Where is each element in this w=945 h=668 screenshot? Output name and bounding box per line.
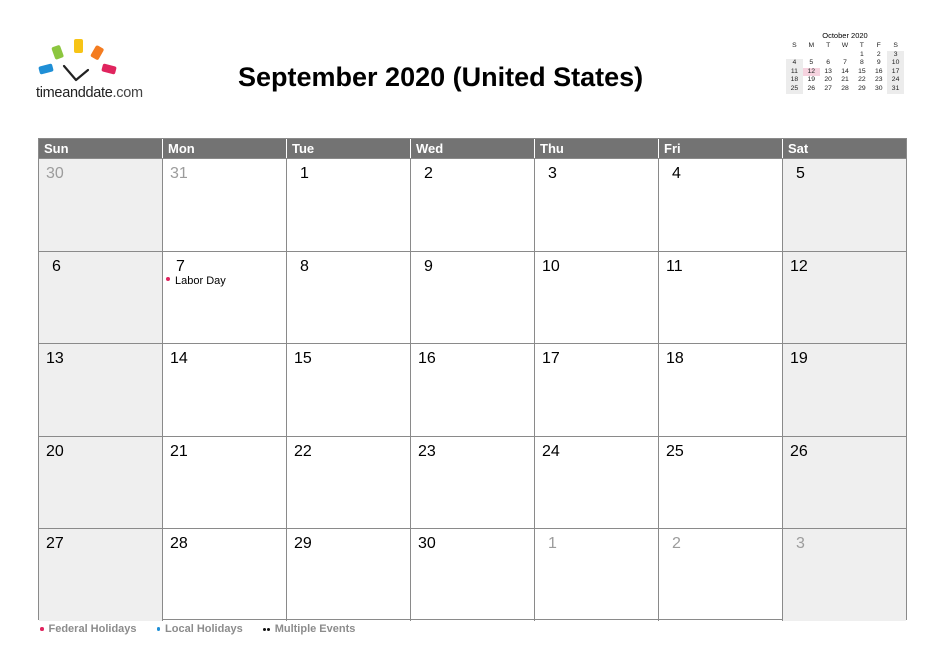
calendar-day-cell[interactable] (287, 159, 411, 251)
mini-day-cell[interactable]: 27 (824, 84, 832, 92)
day-number: 2 (672, 535, 681, 553)
calendar-week-row (39, 343, 906, 436)
day-number: 20 (46, 442, 64, 460)
mini-day-cell[interactable]: 25 (786, 85, 803, 94)
day-number: 17 (542, 350, 560, 368)
calendar-day-cell[interactable] (39, 437, 163, 529)
day-number: 23 (418, 442, 436, 460)
mini-calendar-title: October 2020 (822, 31, 868, 40)
day-number: 28 (170, 535, 188, 553)
calendar-day-cell[interactable] (535, 159, 659, 251)
day-number: 4 (672, 165, 681, 182)
calendar-day-cell[interactable] (659, 529, 783, 621)
calendar-day-cell[interactable] (411, 437, 535, 529)
mini-day-cell[interactable]: 20 (824, 76, 832, 84)
weekday-header-thu: Thu (535, 139, 659, 158)
day-number: 13 (46, 350, 64, 368)
mini-day-cell[interactable]: 14 (841, 67, 849, 75)
calendar-day-cell[interactable] (659, 437, 783, 529)
calendar-day-cell[interactable] (163, 159, 287, 251)
mini-day-cell[interactable]: 26 (807, 84, 816, 92)
mini-calendar-october (786, 30, 904, 94)
calendar-day-cell[interactable] (39, 159, 163, 251)
mini-day-cell (803, 51, 820, 60)
calendar-day-cell[interactable] (783, 252, 906, 344)
day-number: 1 (548, 535, 557, 553)
federal-holiday-dot-icon (166, 277, 170, 281)
mini-day-cell[interactable]: 22 (858, 76, 866, 84)
calendar-day-cell[interactable] (411, 252, 535, 344)
weekday-header-sat: Sat (788, 141, 809, 156)
mini-day-cell[interactable]: 10 (887, 59, 904, 68)
calendar-day-cell[interactable] (783, 437, 906, 529)
holiday-label: Labor Day (175, 274, 226, 287)
mini-weekday-label: S (792, 42, 797, 49)
calendar-week-row (39, 251, 906, 344)
calendar-day-cell[interactable] (783, 344, 906, 436)
mini-weekday-label: T (826, 42, 831, 49)
day-number: 6 (52, 257, 61, 275)
mini-day-cell[interactable]: 31 (887, 85, 904, 94)
legend-federal-holidays: Federal Holidays (40, 623, 137, 635)
mini-day-cell[interactable]: 24 (887, 76, 904, 85)
weekday-header-row (39, 139, 906, 158)
mini-day-cell[interactable]: 4 (786, 59, 803, 68)
mini-day-cell (837, 51, 854, 60)
day-number: 27 (46, 535, 64, 553)
day-number: 3 (548, 165, 557, 182)
calendar-day-cell[interactable] (287, 437, 411, 529)
calendar-day-cell[interactable] (163, 437, 287, 529)
calendar-day-cell[interactable] (163, 344, 287, 436)
calendar-day-cell[interactable] (535, 529, 659, 621)
mini-day-cell[interactable]: 12 (803, 68, 820, 77)
day-number: 21 (170, 442, 188, 460)
day-number: 5 (796, 165, 805, 182)
mini-calendar-week-row (786, 59, 904, 68)
mini-weekday-label: W (841, 42, 849, 49)
mini-day-cell[interactable]: 3 (887, 51, 904, 60)
day-number: 30 (418, 535, 436, 553)
mini-calendar-week-row (786, 51, 904, 60)
mini-day-cell[interactable]: 29 (858, 84, 866, 92)
mini-day-cell[interactable]: 17 (887, 68, 904, 77)
weekday-header-tue: Tue (287, 139, 411, 158)
calendar-day-cell[interactable] (411, 344, 535, 436)
calendar-day-cell[interactable] (535, 252, 659, 344)
day-number: 18 (666, 350, 684, 368)
calendar-day-cell[interactable] (783, 159, 906, 251)
mini-day-cell (786, 51, 803, 60)
mini-day-cell[interactable]: 16 (874, 67, 883, 75)
month-calendar-grid (38, 138, 907, 620)
weekday-header-mon: Mon (163, 139, 287, 158)
day-number: 9 (424, 257, 433, 275)
calendar-day-cell[interactable] (163, 529, 287, 621)
day-number: 11 (666, 257, 683, 275)
mini-day-cell[interactable]: 7 (843, 59, 847, 67)
calendar-day-cell[interactable] (287, 344, 411, 436)
mini-day-cell[interactable]: 18 (786, 76, 803, 85)
day-number: 8 (300, 257, 309, 275)
day-number: 12 (790, 257, 808, 275)
calendar-day-cell[interactable] (163, 252, 287, 344)
day-number: 24 (542, 442, 560, 460)
page-title: September 2020 (United States) (238, 62, 644, 92)
mini-day-cell (820, 51, 837, 60)
day-number: 25 (666, 442, 684, 460)
calendar-day-cell[interactable] (783, 529, 906, 621)
calendar-day-cell[interactable] (659, 344, 783, 436)
legend-multiple-events: Multiple Events (263, 623, 356, 635)
calendar-day-cell[interactable] (287, 252, 411, 344)
day-number: 16 (418, 350, 436, 368)
calendar-day-cell[interactable] (287, 529, 411, 621)
federal-holiday-dot-icon (40, 627, 44, 631)
mini-day-cell[interactable]: 21 (841, 76, 849, 84)
mini-day-cell[interactable]: 11 (786, 68, 803, 77)
holiday-event[interactable] (166, 275, 226, 287)
calendar-day-cell[interactable] (535, 437, 659, 529)
day-number: 1 (300, 165, 309, 182)
day-number: 31 (170, 165, 188, 182)
mini-day-cell[interactable]: 2 (876, 50, 881, 58)
logo-text: timeanddate.com (36, 85, 143, 101)
calendar-day-cell[interactable] (411, 159, 535, 251)
mini-day-cell[interactable]: 19 (807, 76, 816, 84)
mini-calendar-weekday-row (786, 42, 904, 51)
legend-local-holidays: Local Holidays (157, 623, 243, 635)
mini-day-cell[interactable]: 6 (826, 59, 831, 67)
weekday-header-wed: Wed (411, 139, 535, 158)
local-holiday-dot-icon (157, 627, 161, 631)
calendar-week-row (39, 158, 906, 251)
mini-day-cell[interactable]: 13 (824, 67, 832, 75)
day-number: 10 (542, 257, 560, 275)
mini-day-cell[interactable]: 1 (859, 50, 864, 58)
legend (40, 623, 355, 635)
day-number: 30 (46, 165, 64, 182)
day-number: 15 (294, 350, 312, 368)
calendar-week-row (39, 528, 906, 621)
day-number: 19 (790, 350, 808, 368)
timeanddate-logo[interactable] (36, 38, 166, 104)
calendar-day-cell[interactable] (39, 344, 163, 436)
mini-weekday-label: F (876, 42, 881, 49)
day-number: 3 (796, 535, 805, 553)
clock-logo-icon (36, 38, 126, 86)
mini-day-cell[interactable]: 8 (859, 59, 864, 67)
day-number: 26 (790, 442, 808, 460)
weekday-header-fri: Fri (659, 139, 783, 158)
calendar-day-cell[interactable] (659, 159, 783, 251)
mini-day-cell[interactable]: 15 (858, 67, 866, 75)
weekday-header-sun: Sun (39, 139, 163, 158)
mini-day-cell[interactable]: 5 (809, 59, 814, 67)
mini-calendar-week-row (786, 85, 904, 94)
mini-calendar-week-row (786, 68, 904, 77)
mini-day-cell[interactable]: 9 (876, 59, 881, 67)
day-number: 29 (294, 535, 312, 553)
mini-day-cell[interactable]: 30 (874, 84, 883, 92)
calendar-day-cell[interactable] (535, 344, 659, 436)
mini-calendar-week-row (786, 76, 904, 85)
day-number: 2 (424, 165, 433, 182)
calendar-day-cell[interactable] (659, 252, 783, 344)
mini-weekday-label: S (893, 42, 898, 49)
mini-weekday-label: M (808, 42, 815, 49)
day-number: 14 (170, 350, 188, 368)
calendar-week-row (39, 436, 906, 529)
mini-day-cell[interactable]: 23 (874, 76, 883, 84)
calendar-day-cell[interactable] (39, 529, 163, 621)
mini-day-cell[interactable]: 28 (841, 84, 849, 92)
multiple-events-dots-icon (263, 628, 271, 631)
calendar-day-cell[interactable] (39, 252, 163, 344)
day-number: 7 (176, 257, 185, 275)
calendar-day-cell[interactable] (411, 529, 535, 621)
day-number: 22 (294, 442, 312, 460)
mini-weekday-label: T (859, 42, 864, 49)
